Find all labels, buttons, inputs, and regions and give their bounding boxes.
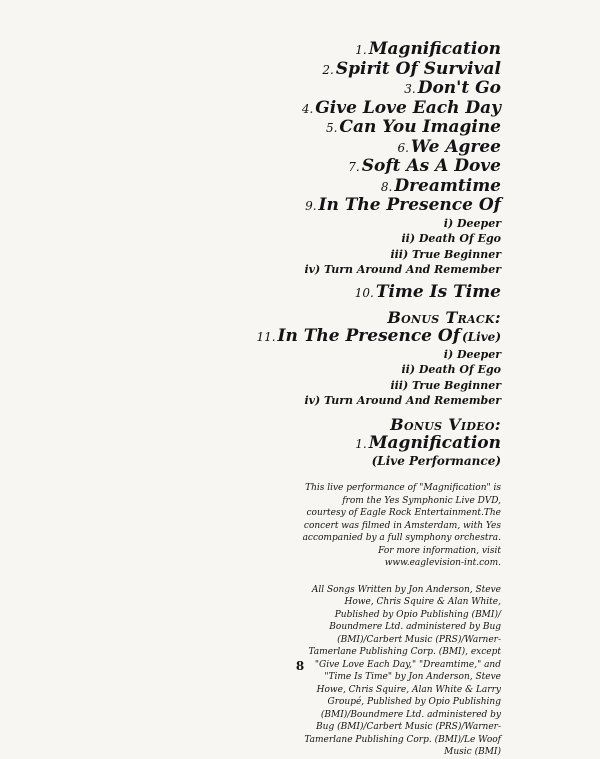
- bonus-track-11: [31, 327, 501, 347]
- track-number: 5.: [325, 121, 338, 135]
- track-number: 10.: [354, 285, 374, 300]
- track-9-part: ii) Death Of Ego: [401, 232, 501, 245]
- track-2: [31, 60, 501, 80]
- bonus-video-qualifier: (Live Performance): [371, 454, 501, 468]
- track-title: Soft As A Dove: [361, 156, 501, 176]
- track-title: Magnification: [368, 39, 501, 59]
- track-9-part: iii) True Beginner: [390, 247, 501, 261]
- track-number: 1.: [355, 436, 367, 451]
- track-title: Dreamtime: [394, 175, 501, 196]
- video-note-text: This live performance of "Magnification" is from the Yes Symphonic Live DVD, courtesy of Eagle Rock Entertainment.The concert was filmed in Amsterdam, with Yes accompanied by a full symphony orchestra. For more information, visit www.eaglevision-int.com.: [302, 483, 501, 568]
- track-number: 4.: [301, 101, 314, 116]
- tracklist: [31, 40, 501, 759]
- credits-note-text: All Songs Written by Jon Anderson, Steve Howe, Chris Squire & Alan White, Published by Opio Publishing (BMI)/ Boundmere Ltd. administered by Bug (BMI)/Carbert Music (PRS)/Warner-Tamerlane Publishing Corp. (BMI), except "Give Love Each Day," "Dreamtime," and "Time Is Time" by Jon Anderson, Steve Howe, Chris Squire, Alan White & Larry Groupé, Published by Opio Publishing (BMI)/Boundmere Ltd. administered by Bug (BMI)/Carbert Music (PRS)/Warner-Tamerlane Publishing Corp. (BMI)/Le Woof Music (BMI): [304, 584, 501, 757]
- track-title: Give Love Each Day: [315, 97, 501, 118]
- track-10: [31, 283, 501, 303]
- bonus-track-part: ii) Death Of Ego: [401, 363, 501, 376]
- track-4: [31, 99, 501, 119]
- track-title: Time Is Time: [375, 281, 501, 302]
- track-8: [31, 177, 501, 197]
- track-1: [31, 40, 501, 60]
- track-number: 2.: [322, 62, 334, 77]
- track-9: [31, 196, 501, 216]
- track-9-part: i) Deeper: [443, 216, 501, 230]
- bonus-track-heading: Bonus Track:: [387, 308, 501, 327]
- bonus-video-1: [31, 434, 501, 454]
- track-title: Don't Go: [417, 78, 501, 98]
- track-number: 1.: [355, 43, 367, 57]
- page-number: 8: [295, 659, 305, 673]
- track-title: Spirit Of Survival: [335, 58, 501, 79]
- track-number: 11.: [256, 330, 276, 344]
- bonus-track-part: iv) Turn Around And Remember: [304, 394, 501, 407]
- track-7: [31, 157, 501, 177]
- track-number: 7.: [348, 160, 360, 174]
- track-qualifier: (Live): [462, 330, 501, 344]
- track-title: In The Presence Of: [318, 195, 501, 215]
- track-title: Can You Imagine: [339, 117, 501, 137]
- track-title: In The Presence Of: [277, 326, 461, 346]
- track-number: 3.: [404, 82, 416, 96]
- track-9-part: iv) Turn Around And Remember: [304, 263, 501, 276]
- video-note: [301, 482, 501, 570]
- bonus-track-part: iii) True Beginner: [390, 378, 501, 392]
- track-title: Magnification: [368, 432, 501, 453]
- track-number: 6.: [397, 140, 409, 155]
- track-number: 9.: [305, 199, 317, 213]
- track-number: 8.: [380, 179, 393, 194]
- track-5: [31, 118, 501, 138]
- track-title: We Agree: [410, 136, 501, 157]
- bonus-video-heading: Bonus Video:: [390, 414, 501, 434]
- bonus-track-part: i) Deeper: [443, 347, 501, 361]
- track-6: [31, 138, 501, 158]
- track-3: [31, 79, 501, 99]
